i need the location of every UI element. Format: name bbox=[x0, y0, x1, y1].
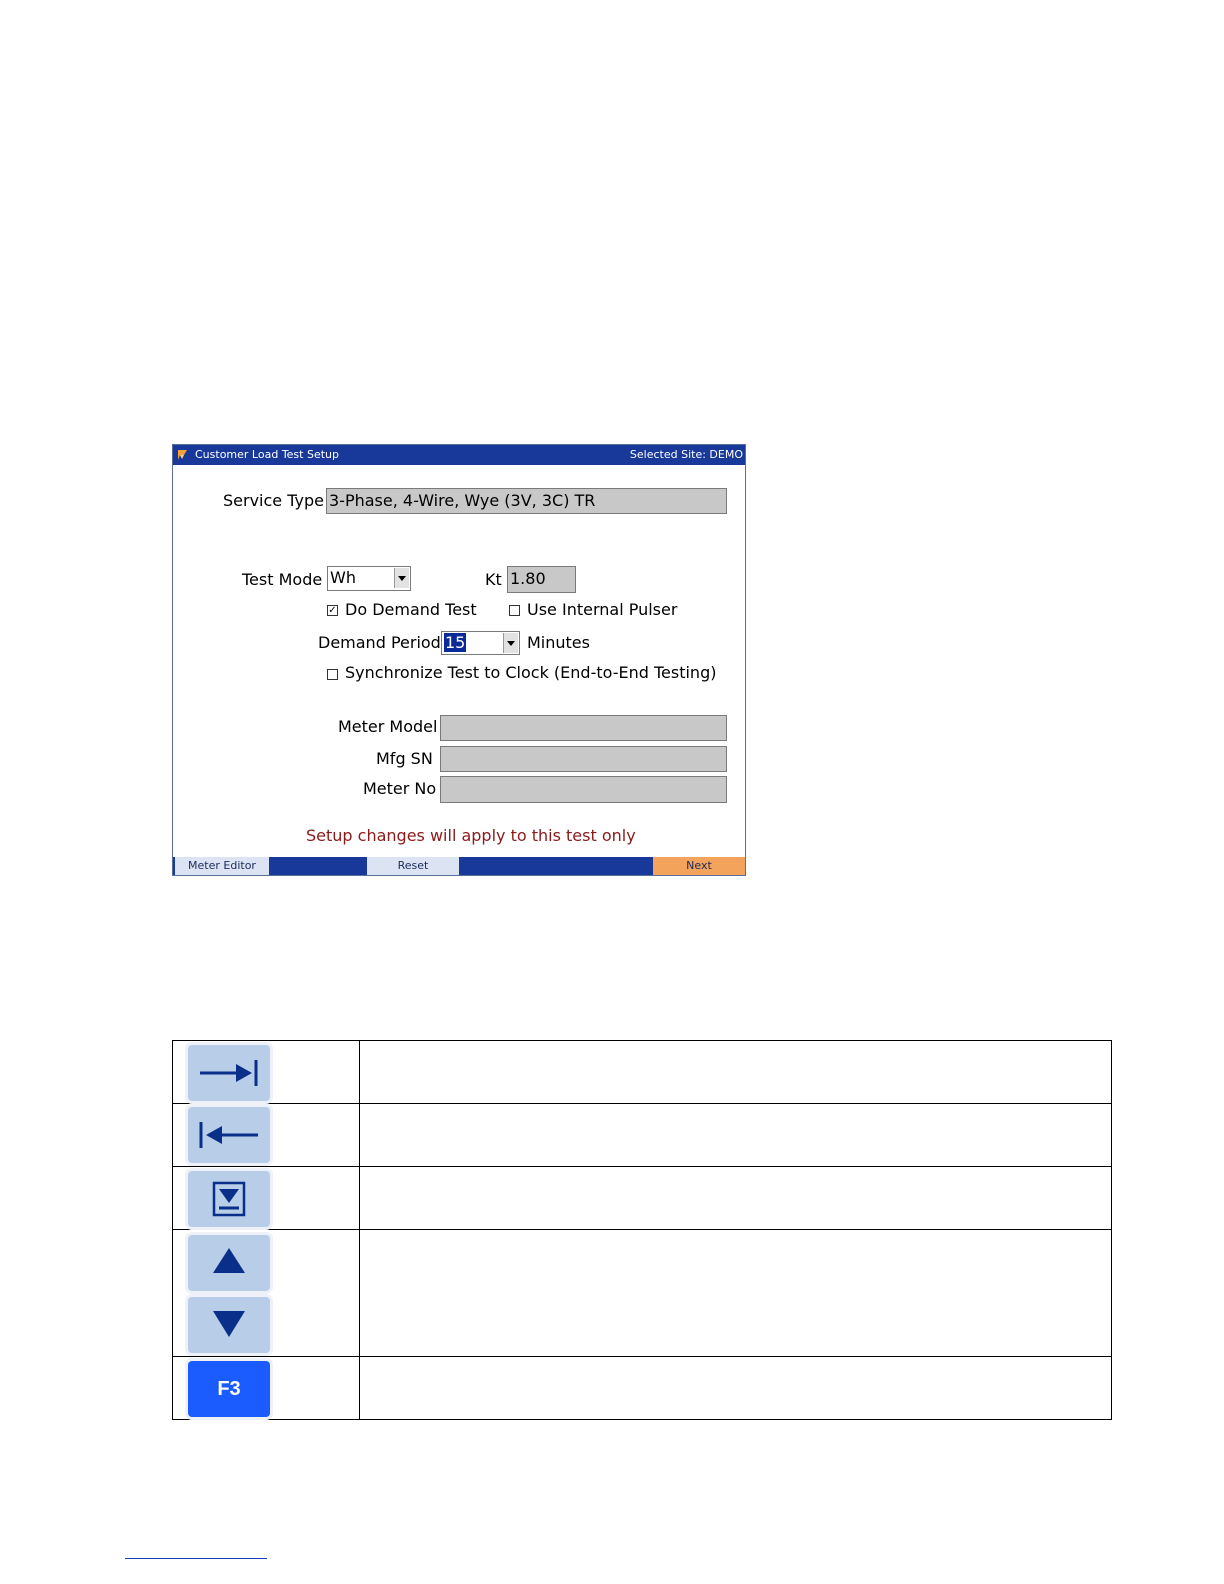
synchronize-checkbox[interactable] bbox=[327, 669, 338, 680]
column-divider bbox=[359, 1041, 360, 1419]
do-demand-test-checkbox[interactable]: ✓ bbox=[328, 605, 337, 616]
demand-period-select[interactable] bbox=[441, 631, 520, 655]
row-divider bbox=[173, 1166, 1111, 1167]
dropdown-open-key[interactable] bbox=[188, 1171, 270, 1227]
meter-no-field[interactable] bbox=[440, 776, 727, 803]
tab-back-icon bbox=[188, 1107, 270, 1163]
key-legend-table bbox=[172, 1040, 1112, 1420]
next-softkey[interactable]: Next bbox=[653, 857, 745, 875]
use-internal-pulser-checkbox[interactable] bbox=[509, 605, 520, 616]
selected-site: Selected Site: DEMO bbox=[629, 448, 743, 461]
meter-model-label: Meter Model bbox=[338, 717, 438, 736]
kt-field[interactable]: 1.80 bbox=[507, 566, 576, 593]
meter-editor-softkey[interactable]: Meter Editor bbox=[175, 857, 269, 875]
service-type-label: Service Type bbox=[223, 491, 324, 510]
use-internal-pulser-label: Use Internal Pulser bbox=[527, 600, 678, 619]
synchronize-label: Synchronize Test to Clock (End-to-End Testing) bbox=[345, 663, 717, 682]
tab-forward-icon bbox=[188, 1045, 270, 1101]
arrow-up-key[interactable] bbox=[188, 1235, 270, 1291]
test-mode-label: Test Mode bbox=[242, 570, 323, 589]
footer-rule bbox=[125, 1558, 267, 1559]
tab-back-key[interactable] bbox=[188, 1107, 270, 1163]
kt-label: Kt bbox=[485, 570, 502, 589]
demand-period-label: Demand Period bbox=[318, 633, 441, 652]
row-divider bbox=[173, 1103, 1111, 1104]
chevron-down-icon[interactable] bbox=[503, 633, 518, 653]
row-divider bbox=[173, 1356, 1111, 1357]
demand-period-unit: Minutes bbox=[527, 633, 590, 652]
dropdown-open-icon bbox=[188, 1171, 270, 1227]
f3-key[interactable]: F3 bbox=[188, 1361, 270, 1417]
app-logo-icon bbox=[176, 448, 190, 462]
mfg-sn-label: Mfg SN bbox=[376, 749, 433, 768]
arrow-down-icon bbox=[188, 1297, 270, 1353]
do-demand-test-label: Do Demand Test bbox=[345, 600, 477, 619]
meter-no-label: Meter No bbox=[363, 779, 437, 798]
tab-forward-key[interactable] bbox=[188, 1045, 270, 1101]
window-title: Customer Load Test Setup bbox=[195, 448, 339, 461]
test-mode-value: Wh bbox=[330, 568, 356, 587]
arrow-up-icon bbox=[188, 1235, 270, 1291]
setup-note: Setup changes will apply to this test only bbox=[306, 826, 636, 845]
mfg-sn-field[interactable] bbox=[440, 746, 727, 772]
service-type-field[interactable]: 3-Phase, 4-Wire, Wye (3V, 3C) TR bbox=[326, 488, 727, 514]
test-mode-select[interactable] bbox=[327, 566, 411, 591]
softkey-bar bbox=[173, 857, 745, 875]
title-bar bbox=[173, 445, 745, 465]
arrow-down-key[interactable] bbox=[188, 1297, 270, 1353]
chevron-down-icon[interactable] bbox=[394, 568, 409, 588]
row-divider bbox=[173, 1229, 1111, 1230]
reset-softkey[interactable]: Reset bbox=[367, 857, 459, 875]
meter-model-field[interactable] bbox=[440, 715, 727, 741]
customer-load-test-setup-window bbox=[172, 444, 746, 876]
demand-period-value: 15 bbox=[445, 633, 466, 652]
